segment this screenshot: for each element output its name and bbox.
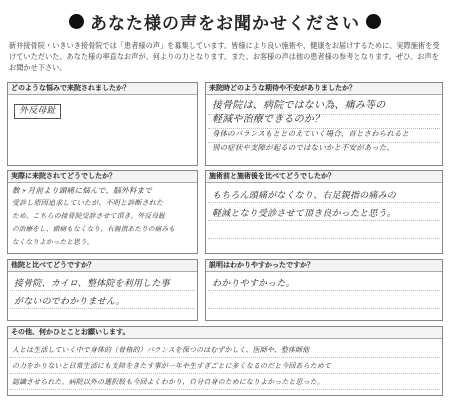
answer-line: 認識させられた。病院以外の選択肢も今回よくわかり、自分自身のためになりよかったと思った。 [12,378,324,386]
answer-line: 受診し原因追求していたが、不明と診断された [12,199,164,207]
panel-expectation [205,82,443,166]
answer-line: の治療をし、頭痛もなくなり、右親指あたりの痛みも [12,225,176,233]
answer-line: 別の症状や支障が起るのではないかと不安があった。 [212,143,395,152]
answer-text [14,98,191,119]
intro-text: 新井接骨院・いきいき接骨院では「患者様の声」を募集しています。皆様により良い施術や、健康をお届けするために、実際施術を受けていただいた、あなた様の率直なお声が、何よりの力となります。また、お客様の声は他の患者様の参考となります。ぜひ、お声をお聞かせ下さい。 [9,41,440,72]
answer-line: 接骨院は、病院ではない為、痛み等の [212,100,386,111]
answer-line: もちろん頭痛がなくなり、右足親指の痛みの [212,191,397,201]
panel-before-after [205,170,443,254]
bullet-dot-icon [366,14,381,29]
answer-line: なくなりよかったと思う。 [12,238,94,246]
panel-heading: その他、何かひとことお願いします。 [8,327,442,339]
panel-heading: どのような悩みで来院されましたか？ [8,83,197,95]
answer-line: 数ヶ月前より頭痛に悩んで、脳外科まで [12,186,153,195]
answer-text [12,184,194,249]
bullet-dot-icon [69,14,84,29]
answer-text [212,187,436,223]
panel-other-comments [7,326,443,396]
answer-text [14,275,191,311]
panel-visit-result [7,170,198,254]
answer-line: 接骨院、カイロ、整体院を利用した事 [14,279,170,289]
form-title: あなた様の声をお聞かせください [90,13,360,34]
panel-concern [7,82,198,166]
writing-rule [208,308,440,309]
answer-line: がないのでわかりません。 [14,297,125,307]
panel-heading: 説明はわかりやすかったですか？ [206,260,442,272]
answer-line: の力をかりないと日常生活にも支障をきたす事が一年や生すぎごとに多くなるのだと今回あらためて [12,362,332,370]
answer-line: 身体のバランスもととのえていく場合、首とさわられると [212,129,410,138]
answer-line: わかりやすかった。 [212,279,295,289]
writing-rule [208,238,440,239]
title-row [8,8,442,34]
answer-line: 外反母趾 [14,104,61,119]
panel-compare-other-clinics [7,259,198,321]
panel-heading: 来院時どのような期待や不安がありましたか？ [206,83,442,95]
panel-explanation-clarity [205,259,443,321]
answer-line: ため、こちらの接骨院受診させて頂き、外反母趾 [12,212,166,220]
answer-text [212,99,436,155]
answer-line: 軽減や治療できるのか？ [212,114,325,125]
answer-text [12,342,439,390]
answer-line: 軽減となり受診させて頂き良かったと思う。 [212,209,397,219]
answer-text [212,275,436,293]
answer-line: 人とは生活していく中で身体的（骨格的）バランスを保つのはむずかしく、医師や、整体師他 [12,346,310,354]
panel-heading: 施術前と施術後を比べてどうでしたか？ [206,171,442,183]
panel-heading: 実際に来院されてどうでしたか？ [8,171,197,183]
panel-heading: 他院と比べてどうですか？ [8,260,197,272]
